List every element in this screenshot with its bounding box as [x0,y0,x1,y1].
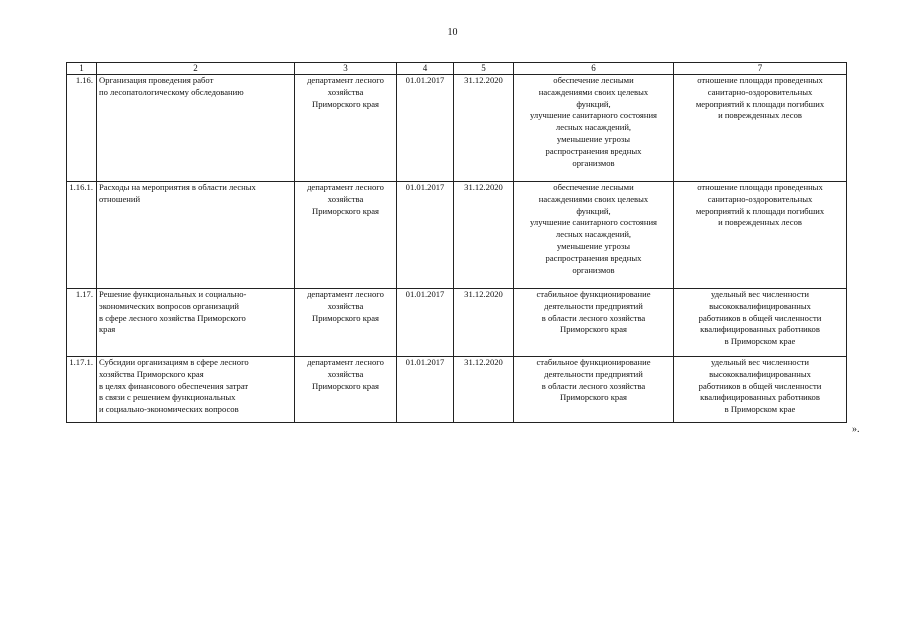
measure-name: Расходы на мероприятия в области лесных отношений [97,182,295,289]
column-header-6: 6 [514,63,674,75]
expected-result: стабильное функционирование деятельности предприятий в области лесного хозяйства Приморского края [514,289,674,357]
end-date: 31.12.2020 [454,182,514,289]
row-number: 1.17. [67,289,97,357]
start-date: 01.01.2017 [397,75,454,182]
closing-quote-mark: ». [852,424,860,435]
start-date: 01.01.2017 [397,357,454,423]
start-date: 01.01.2017 [397,182,454,289]
column-header-1: 1 [67,63,97,75]
indicator: удельный вес численности высококвалифицированных работников в общей численности квалифицированных работников в Приморском крае [674,357,847,423]
measure-name: Субсидии организациям в сфере лесного хозяйства Приморского края в целях финансового обеспечения затрат в связи с решением функциональных и социально-экономических вопросов [97,357,295,423]
measure-name: Решение функциональных и социально- экономических вопросов организаций в сфере лесного хозяйства Приморского края [97,289,295,357]
indicator: удельный вес численности высококвалифицированных работников в общей численности квалифицированных работников в Приморском крае [674,289,847,357]
indicator: отношение площади проведенных санитарно-оздоровительных мероприятий к площади погибших и поврежденных лесов [674,182,847,289]
table-row [67,357,847,423]
program-measures-table [66,62,847,423]
start-date: 01.01.2017 [397,289,454,357]
column-header-5: 5 [454,63,514,75]
row-number: 1.17.1. [67,357,97,423]
header-row [67,63,847,75]
column-header-2: 2 [97,63,295,75]
row-number: 1.16.1. [67,182,97,289]
executor: департамент лесного хозяйства Приморского края [295,289,397,357]
column-header-4: 4 [397,63,454,75]
executor: департамент лесного хозяйства Приморского края [295,182,397,289]
indicator: отношение площади проведенных санитарно-оздоровительных мероприятий к площади погибших и поврежденных лесов [674,75,847,182]
end-date: 31.12.2020 [454,357,514,423]
executor: департамент лесного хозяйства Приморского края [295,357,397,423]
expected-result: обеспечение лесными насаждениями своих целевых функций, улучшение санитарного состояния лесных насаждений, уменьшение угрозы распространения вредных организмов [514,75,674,182]
expected-result: обеспечение лесными насаждениями своих целевых функций, улучшение санитарного состояния лесных насаждений, уменьшение угрозы распространения вредных организмов [514,182,674,289]
end-date: 31.12.2020 [454,75,514,182]
executor: департамент лесного хозяйства Приморского края [295,75,397,182]
table-row [67,75,847,182]
page-number: 10 [447,27,458,38]
end-date: 31.12.2020 [454,289,514,357]
table-row [67,182,847,289]
column-header-7: 7 [674,63,847,75]
column-header-3: 3 [295,63,397,75]
expected-result: стабильное функционирование деятельности предприятий в области лесного хозяйства Приморского края [514,357,674,423]
table-row [67,289,847,357]
row-number: 1.16. [67,75,97,182]
measure-name: Организация проведения работ по лесопатологическому обследованию [97,75,295,182]
